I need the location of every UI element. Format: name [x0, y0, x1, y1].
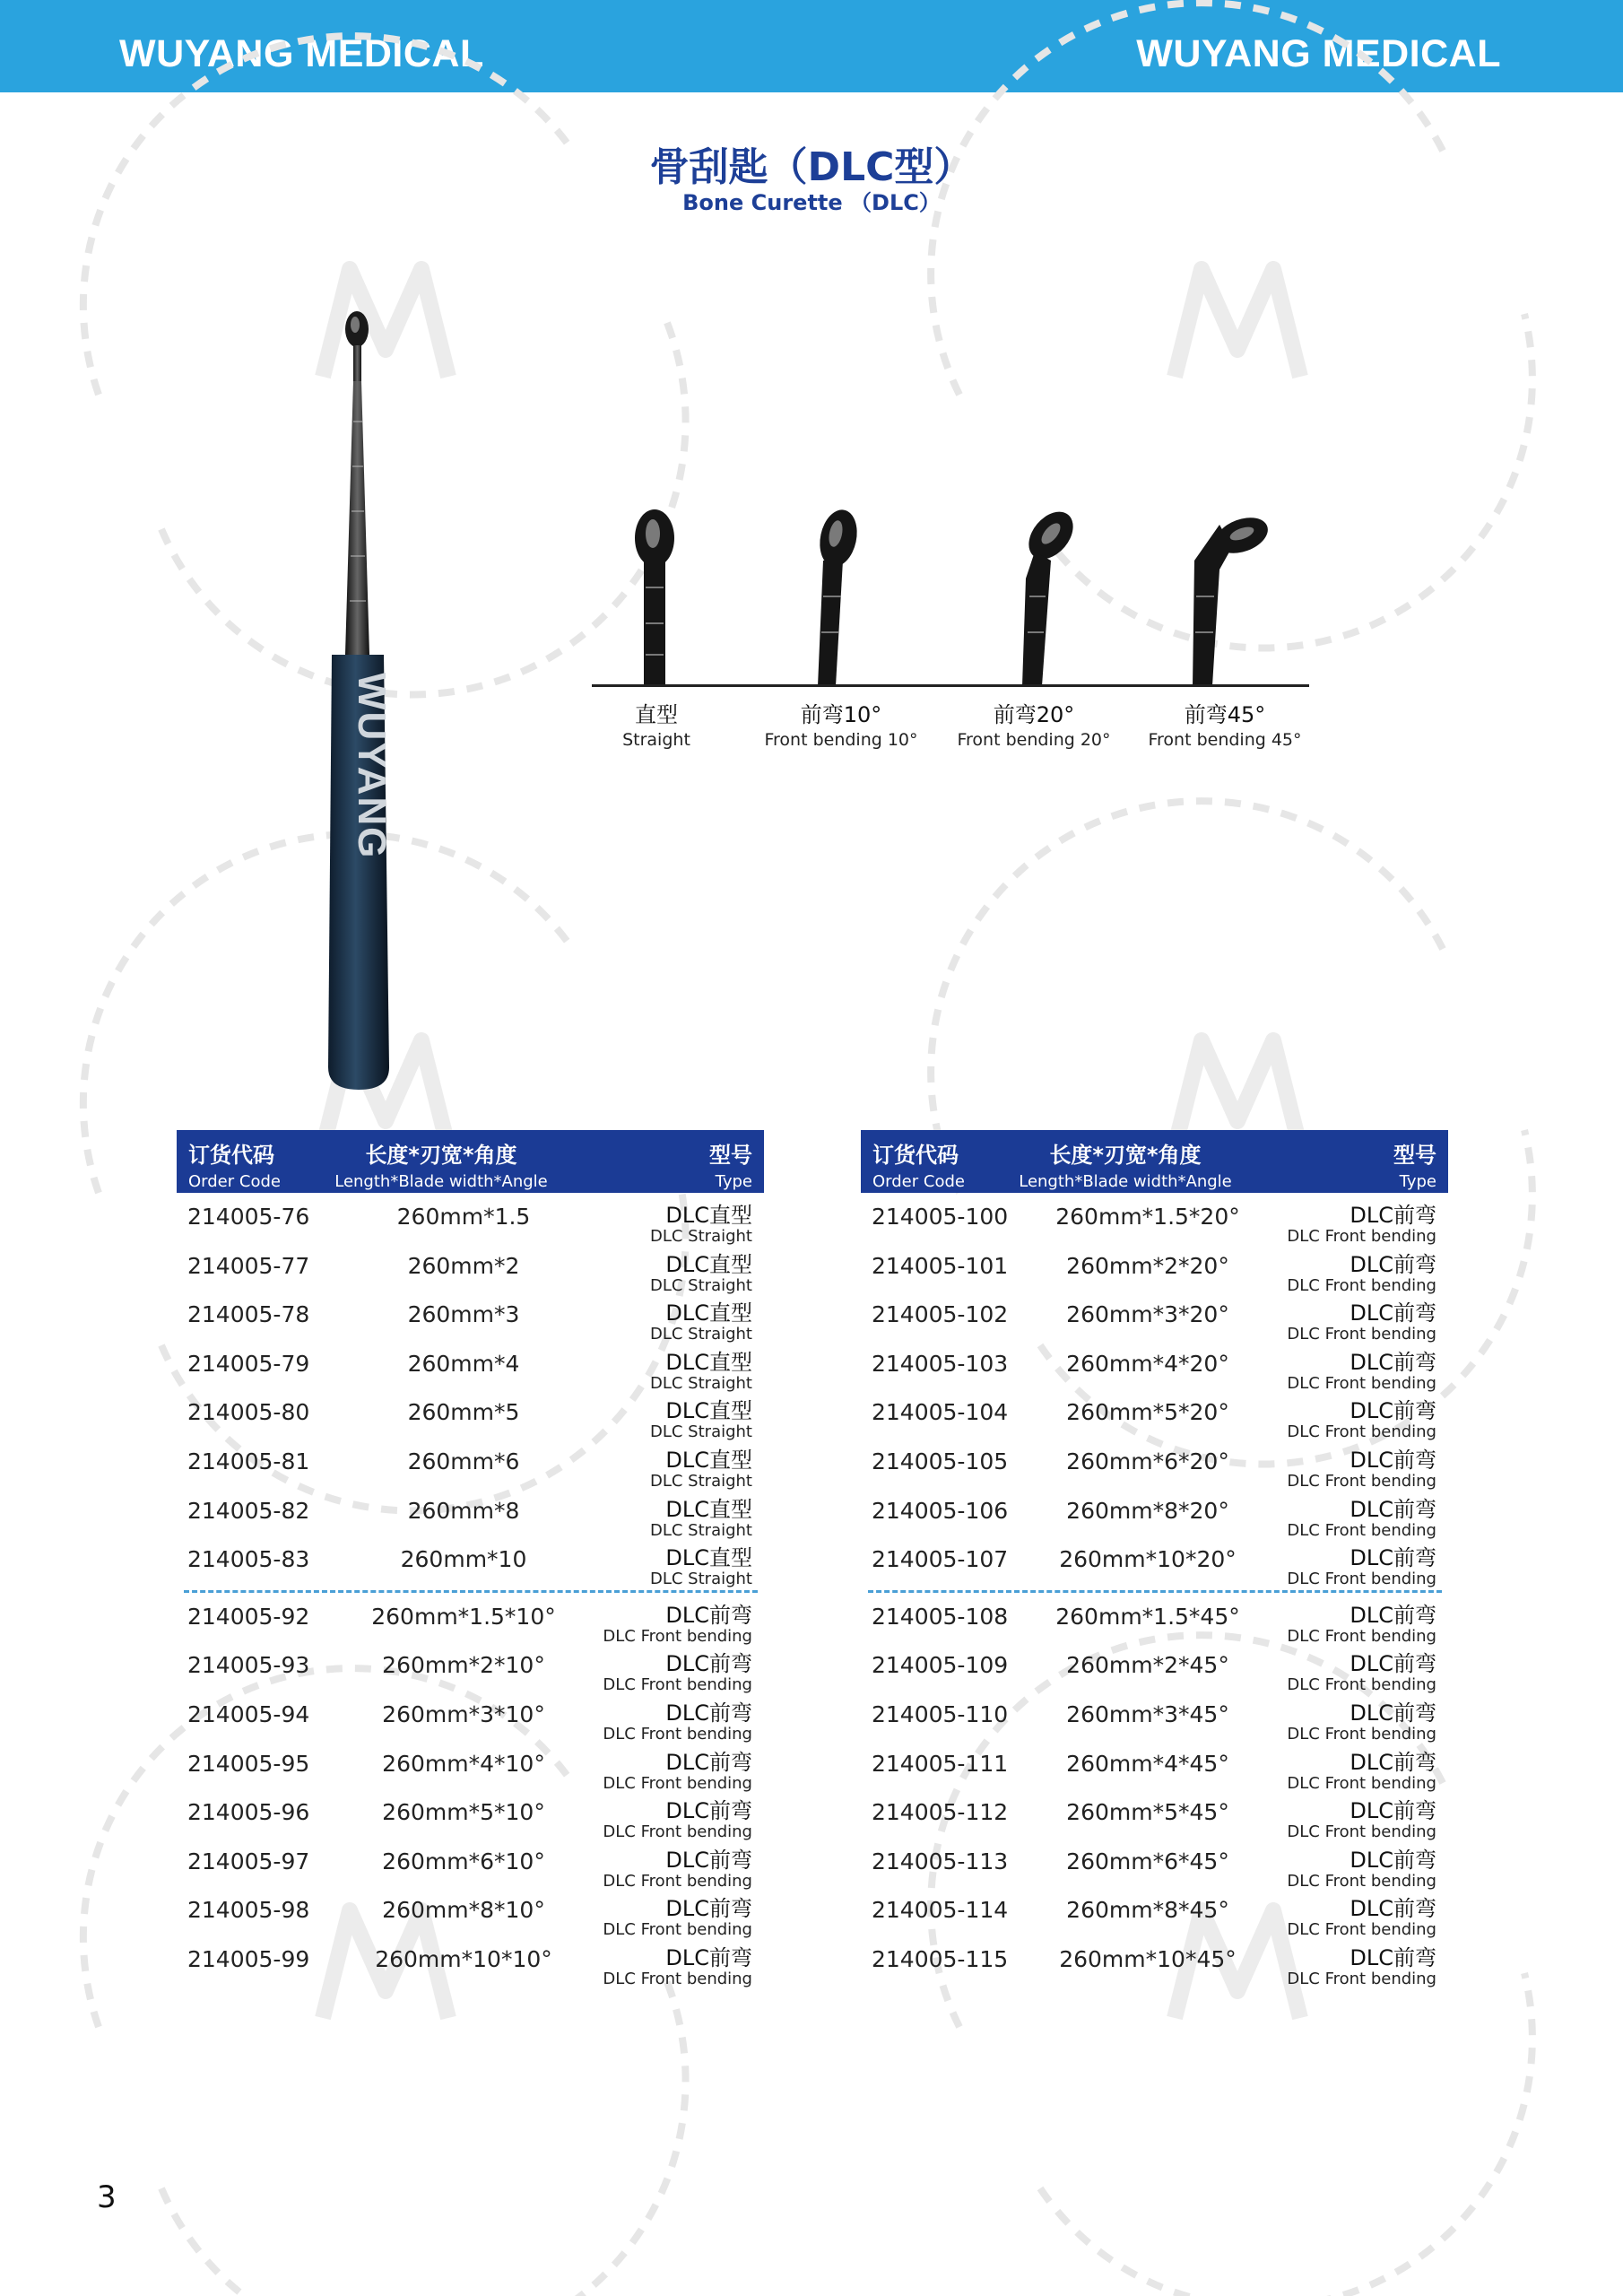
dimension-cell: 260mm*5*10°: [382, 1799, 545, 1826]
type-cn: DLC前弯: [1350, 1651, 1436, 1677]
type-en: DLC Straight: [650, 1325, 752, 1344]
type-cn: DLC直型: [665, 1251, 752, 1277]
type-cell: [650, 1546, 752, 1588]
type-cn: DLC前弯: [1350, 1496, 1436, 1522]
type-en: DLC Front bending: [603, 1822, 752, 1842]
type-cn: DLC前弯: [665, 1896, 752, 1922]
type-cell: [1287, 1848, 1436, 1891]
type-en: DLC Front bending: [1287, 1570, 1436, 1589]
dimension-cell: 260mm*3*20°: [1066, 1301, 1229, 1328]
order-code-cell: 214005-100: [872, 1204, 1009, 1230]
type-en: DLC Front bending: [1287, 1920, 1436, 1940]
table-header: [861, 1130, 1448, 1193]
type-cn: DLC直型: [665, 1545, 752, 1571]
order-code-cell: 214005-81: [187, 1448, 310, 1474]
order-code-cell: 214005-77: [187, 1252, 310, 1279]
tip-label-front-bending-10: [742, 697, 940, 750]
type-cn: DLC前弯: [1350, 1447, 1436, 1473]
order-code-cell: 214005-95: [187, 1750, 310, 1777]
type-en: DLC Front bending: [1287, 1822, 1436, 1842]
type-cn: DLC直型: [665, 1300, 752, 1326]
type-cn: DLC直型: [665, 1447, 752, 1473]
type-en: DLC Front bending: [603, 1724, 752, 1744]
order-code-cell: 214005-99: [187, 1945, 310, 1972]
header-dimensions: [977, 1137, 1273, 1191]
type-en: DLC Front bending: [603, 1920, 752, 1940]
type-cell: [603, 1652, 752, 1694]
header-dimensions: [293, 1137, 589, 1191]
dimension-cell: 260mm*5*45°: [1066, 1799, 1229, 1826]
table-row: [177, 1691, 764, 1744]
order-code-cell: 214005-108: [872, 1603, 1009, 1630]
dimension-cell: 260mm*8: [407, 1497, 520, 1524]
type-en: DLC Front bending: [1287, 1675, 1436, 1695]
table-header: [177, 1130, 764, 1193]
type-cn: DLC前弯: [665, 1944, 752, 1970]
table-row: [861, 1691, 1448, 1744]
order-code-cell: 214005-101: [872, 1252, 1009, 1279]
table-row: [861, 1641, 1448, 1695]
table-row: [861, 1788, 1448, 1842]
type-cn: DLC前弯: [1350, 1349, 1436, 1375]
header-cn: 长度*刃宽*角度: [1049, 1143, 1202, 1168]
order-code-cell: 214005-93: [187, 1652, 310, 1679]
table-row: [861, 1193, 1448, 1246]
table-row: [177, 1641, 764, 1695]
order-code-cell: 214005-94: [187, 1700, 310, 1727]
dimension-cell: 260mm*1.5*45°: [1055, 1603, 1240, 1630]
dimension-cell: 260mm*5: [407, 1399, 520, 1426]
table-row: [861, 1487, 1448, 1540]
type-en: DLC Front bending: [1287, 1227, 1436, 1246]
header-en: Length*Blade width*Angle: [334, 1172, 548, 1191]
dimension-cell: 260mm*6*20°: [1066, 1448, 1229, 1474]
order-code-cell: 214005-98: [187, 1897, 310, 1924]
handle-brand-text: WUYANG: [350, 673, 394, 860]
header-order-code: [872, 1137, 965, 1191]
type-cell: [603, 1848, 752, 1891]
bone-curette-instrument-image: [296, 296, 430, 1103]
page-subtitle: Bone Curette （DLC）: [682, 190, 941, 215]
type-en: DLC Front bending: [603, 1969, 752, 1988]
dimension-cell: 260mm*1.5*10°: [371, 1603, 556, 1630]
table-row: [861, 1935, 1448, 1988]
type-cell: [1287, 1204, 1436, 1246]
type-cn: DLC前弯: [665, 1651, 752, 1677]
order-code-cell: 214005-103: [872, 1350, 1009, 1377]
table-row: [177, 1535, 764, 1589]
table-row: [177, 1487, 764, 1540]
header-en: Order Code: [188, 1172, 281, 1191]
type-cell: [1287, 1946, 1436, 1988]
order-code-cell: 214005-106: [872, 1497, 1009, 1524]
type-cn: DLC前弯: [1350, 1545, 1436, 1571]
dimension-cell: 260mm*10*20°: [1059, 1546, 1237, 1573]
type-en: DLC Straight: [650, 1471, 752, 1491]
type-cell: [603, 1897, 752, 1939]
type-cell: [650, 1448, 752, 1491]
type-cell: [1287, 1399, 1436, 1441]
header-en: Type: [1399, 1172, 1436, 1191]
dimension-cell: 260mm*3: [407, 1301, 520, 1328]
order-code-cell: 214005-113: [872, 1848, 1009, 1874]
order-code-cell: 214005-112: [872, 1799, 1009, 1826]
header-cn: 长度*刃宽*角度: [365, 1143, 517, 1168]
table-row: [177, 1340, 764, 1393]
header-cn: 型号: [709, 1143, 752, 1168]
type-cell: [603, 1799, 752, 1841]
order-code-cell: 214005-114: [872, 1897, 1009, 1924]
type-cn: DLC前弯: [1350, 1944, 1436, 1970]
page-number: 3: [97, 2179, 117, 2215]
table-row: [177, 1740, 764, 1793]
table-row: [861, 1340, 1448, 1393]
type-cn: DLC前弯: [665, 1798, 752, 1824]
dimension-cell: 260mm*1.5: [396, 1204, 531, 1230]
tip-label-en: Front bending 45°: [1148, 730, 1302, 750]
table-row: [177, 1193, 764, 1246]
page-title: 骨刮匙（DLC型）: [649, 144, 974, 190]
table-row: [861, 1886, 1448, 1940]
type-en: DLC Front bending: [1287, 1724, 1436, 1744]
order-code-cell: 214005-92: [187, 1603, 310, 1630]
type-cn: DLC前弯: [665, 1847, 752, 1873]
dimension-cell: 260mm*2: [407, 1252, 520, 1279]
type-cn: DLC直型: [665, 1496, 752, 1522]
type-en: DLC Straight: [650, 1422, 752, 1442]
type-cn: DLC直型: [665, 1203, 752, 1228]
table-row: [177, 1788, 764, 1842]
header-bar: [0, 0, 1623, 92]
type-en: DLC Front bending: [1287, 1275, 1436, 1295]
header-cn: 订货代码: [872, 1143, 959, 1168]
table-row: [861, 1242, 1448, 1295]
type-cell: [603, 1701, 752, 1744]
type-en: DLC Front bending: [1287, 1969, 1436, 1988]
table-row: [861, 1291, 1448, 1344]
type-cell: [1287, 1751, 1436, 1793]
type-cell: [1287, 1701, 1436, 1744]
tip-label-en: Straight: [622, 730, 690, 750]
order-code-cell: 214005-82: [187, 1497, 310, 1524]
header-cn: 型号: [1393, 1143, 1436, 1168]
order-code-cell: 214005-97: [187, 1848, 310, 1874]
tip-label-cn: 直型: [635, 702, 678, 727]
type-cell: [1287, 1253, 1436, 1295]
tip-label-straight: [558, 697, 755, 750]
dimension-cell: 260mm*8*20°: [1066, 1497, 1229, 1524]
type-cell: [1287, 1351, 1436, 1393]
type-cn: DLC前弯: [1350, 1398, 1436, 1424]
order-table-left: [177, 1130, 764, 1988]
brand-name-right: WUYANG MEDICAL: [1136, 32, 1501, 75]
type-cell: [1287, 1448, 1436, 1491]
type-cn: DLC直型: [665, 1398, 752, 1424]
header-type: [709, 1137, 752, 1191]
type-cell: [650, 1498, 752, 1540]
type-cn: DLC前弯: [1350, 1203, 1436, 1228]
type-cell: [650, 1204, 752, 1246]
table-row: [861, 1388, 1448, 1442]
type-cell: [603, 1751, 752, 1793]
type-cell: [1287, 1301, 1436, 1344]
type-cell: [603, 1946, 752, 1988]
tip-label-front-bending-20: [935, 697, 1133, 750]
type-cell: [650, 1253, 752, 1295]
dimension-cell: 260mm*3*45°: [1066, 1700, 1229, 1727]
tip-label-cn: 前弯45°: [1184, 702, 1266, 727]
table-row: [177, 1838, 764, 1891]
type-cn: DLC前弯: [1350, 1847, 1436, 1873]
type-cell: [1287, 1546, 1436, 1588]
type-en: DLC Front bending: [1287, 1520, 1436, 1540]
dimension-cell: 260mm*10*10°: [375, 1945, 552, 1972]
type-cell: [650, 1351, 752, 1393]
type-en: DLC Front bending: [1287, 1626, 1436, 1646]
type-cell: [650, 1399, 752, 1441]
order-code-cell: 214005-102: [872, 1301, 1009, 1328]
order-code-cell: 214005-83: [187, 1546, 310, 1573]
type-cn: DLC直型: [665, 1349, 752, 1375]
type-cell: [650, 1301, 752, 1344]
tip-label-en: Front bending 10°: [764, 730, 918, 750]
type-en: DLC Straight: [650, 1373, 752, 1393]
type-cn: DLC前弯: [1350, 1602, 1436, 1628]
tip-variants-image: [592, 498, 1309, 686]
table-row: [861, 1740, 1448, 1793]
header-order-code: [188, 1137, 281, 1191]
tip-label-cn: 前弯10°: [800, 702, 882, 727]
type-en: DLC Front bending: [1287, 1471, 1436, 1491]
order-code-cell: 214005-105: [872, 1448, 1009, 1474]
order-code-cell: 214005-109: [872, 1652, 1009, 1679]
table-row: [177, 1291, 764, 1344]
order-code-cell: 214005-107: [872, 1546, 1009, 1573]
type-cn: DLC前弯: [1350, 1798, 1436, 1824]
type-cell: [1287, 1604, 1436, 1646]
table-row: [861, 1535, 1448, 1589]
table-row: [177, 1388, 764, 1442]
type-en: DLC Straight: [650, 1520, 752, 1540]
order-code-cell: 214005-96: [187, 1799, 310, 1826]
table-row: [861, 1593, 1448, 1646]
tip-label-cn: 前弯20°: [993, 702, 1075, 727]
type-en: DLC Front bending: [1287, 1373, 1436, 1393]
type-cn: DLC前弯: [1350, 1251, 1436, 1277]
type-en: DLC Straight: [650, 1570, 752, 1589]
table-body: [177, 1193, 764, 1988]
dimension-cell: 260mm*1.5*20°: [1055, 1204, 1240, 1230]
table-row: [861, 1438, 1448, 1491]
order-code-cell: 214005-76: [187, 1204, 310, 1230]
tip-label-front-bending-45: [1126, 697, 1324, 750]
order-code-cell: 214005-80: [187, 1399, 310, 1426]
type-cell: [1287, 1799, 1436, 1841]
type-en: DLC Front bending: [603, 1871, 752, 1891]
dimension-cell: 260mm*6*10°: [382, 1848, 545, 1874]
tip-baseline: [592, 684, 1309, 687]
type-en: DLC Straight: [650, 1227, 752, 1246]
type-cn: DLC前弯: [1350, 1300, 1436, 1326]
dimension-cell: 260mm*4*45°: [1066, 1750, 1229, 1777]
dimension-cell: 260mm*5*20°: [1066, 1399, 1229, 1426]
table-body: [861, 1193, 1448, 1988]
dimension-cell: 260mm*3*10°: [382, 1700, 545, 1727]
type-en: DLC Front bending: [1287, 1325, 1436, 1344]
dimension-cell: 260mm*2*10°: [382, 1652, 545, 1679]
type-en: DLC Straight: [650, 1275, 752, 1295]
table-row: [177, 1438, 764, 1491]
order-code-cell: 214005-104: [872, 1399, 1009, 1426]
tip-label-en: Front bending 20°: [957, 730, 1111, 750]
type-cn: DLC前弯: [665, 1700, 752, 1726]
table-row: [861, 1838, 1448, 1891]
dimension-cell: 260mm*4*20°: [1066, 1350, 1229, 1377]
type-cn: DLC前弯: [1350, 1700, 1436, 1726]
table-row: [177, 1886, 764, 1940]
type-en: DLC Front bending: [1287, 1422, 1436, 1442]
dimension-cell: 260mm*6*45°: [1066, 1848, 1229, 1874]
order-code-cell: 214005-78: [187, 1301, 310, 1328]
type-cn: DLC前弯: [1350, 1896, 1436, 1922]
header-cn: 订货代码: [188, 1143, 274, 1168]
type-cell: [603, 1604, 752, 1646]
dimension-cell: 260mm*4: [407, 1350, 520, 1377]
type-en: DLC Front bending: [1287, 1773, 1436, 1793]
type-cell: [1287, 1897, 1436, 1939]
type-cell: [1287, 1498, 1436, 1540]
table-row: [177, 1242, 764, 1295]
dimension-cell: 260mm*8*45°: [1066, 1897, 1229, 1924]
table-row: [177, 1593, 764, 1646]
header-en: Length*Blade width*Angle: [1019, 1172, 1232, 1191]
type-en: DLC Front bending: [1287, 1871, 1436, 1891]
dimension-cell: 260mm*6: [407, 1448, 520, 1474]
order-code-cell: 214005-79: [187, 1350, 310, 1377]
table-row: [177, 1935, 764, 1988]
type-cn: DLC前弯: [665, 1602, 752, 1628]
type-cell: [1287, 1652, 1436, 1694]
type-en: DLC Front bending: [603, 1626, 752, 1646]
type-cn: DLC前弯: [1350, 1749, 1436, 1775]
dimension-cell: 260mm*10: [400, 1546, 527, 1573]
dimension-cell: 260mm*2*45°: [1066, 1652, 1229, 1679]
order-code-cell: 214005-111: [872, 1750, 1009, 1777]
header-type: [1393, 1137, 1436, 1191]
order-code-cell: 214005-115: [872, 1945, 1009, 1972]
dimension-cell: 260mm*4*10°: [382, 1750, 545, 1777]
brand-name-left: WUYANG MEDICAL: [119, 32, 484, 75]
type-cn: DLC前弯: [665, 1749, 752, 1775]
order-code-cell: 214005-110: [872, 1700, 1009, 1727]
dimension-cell: 260mm*10*45°: [1059, 1945, 1237, 1972]
dimension-cell: 260mm*8*10°: [382, 1897, 545, 1924]
header-en: Order Code: [872, 1172, 965, 1191]
dimension-cell: 260mm*2*20°: [1066, 1252, 1229, 1279]
header-en: Type: [715, 1172, 752, 1191]
type-en: DLC Front bending: [603, 1773, 752, 1793]
order-table-right: [861, 1130, 1448, 1988]
type-en: DLC Front bending: [603, 1675, 752, 1695]
